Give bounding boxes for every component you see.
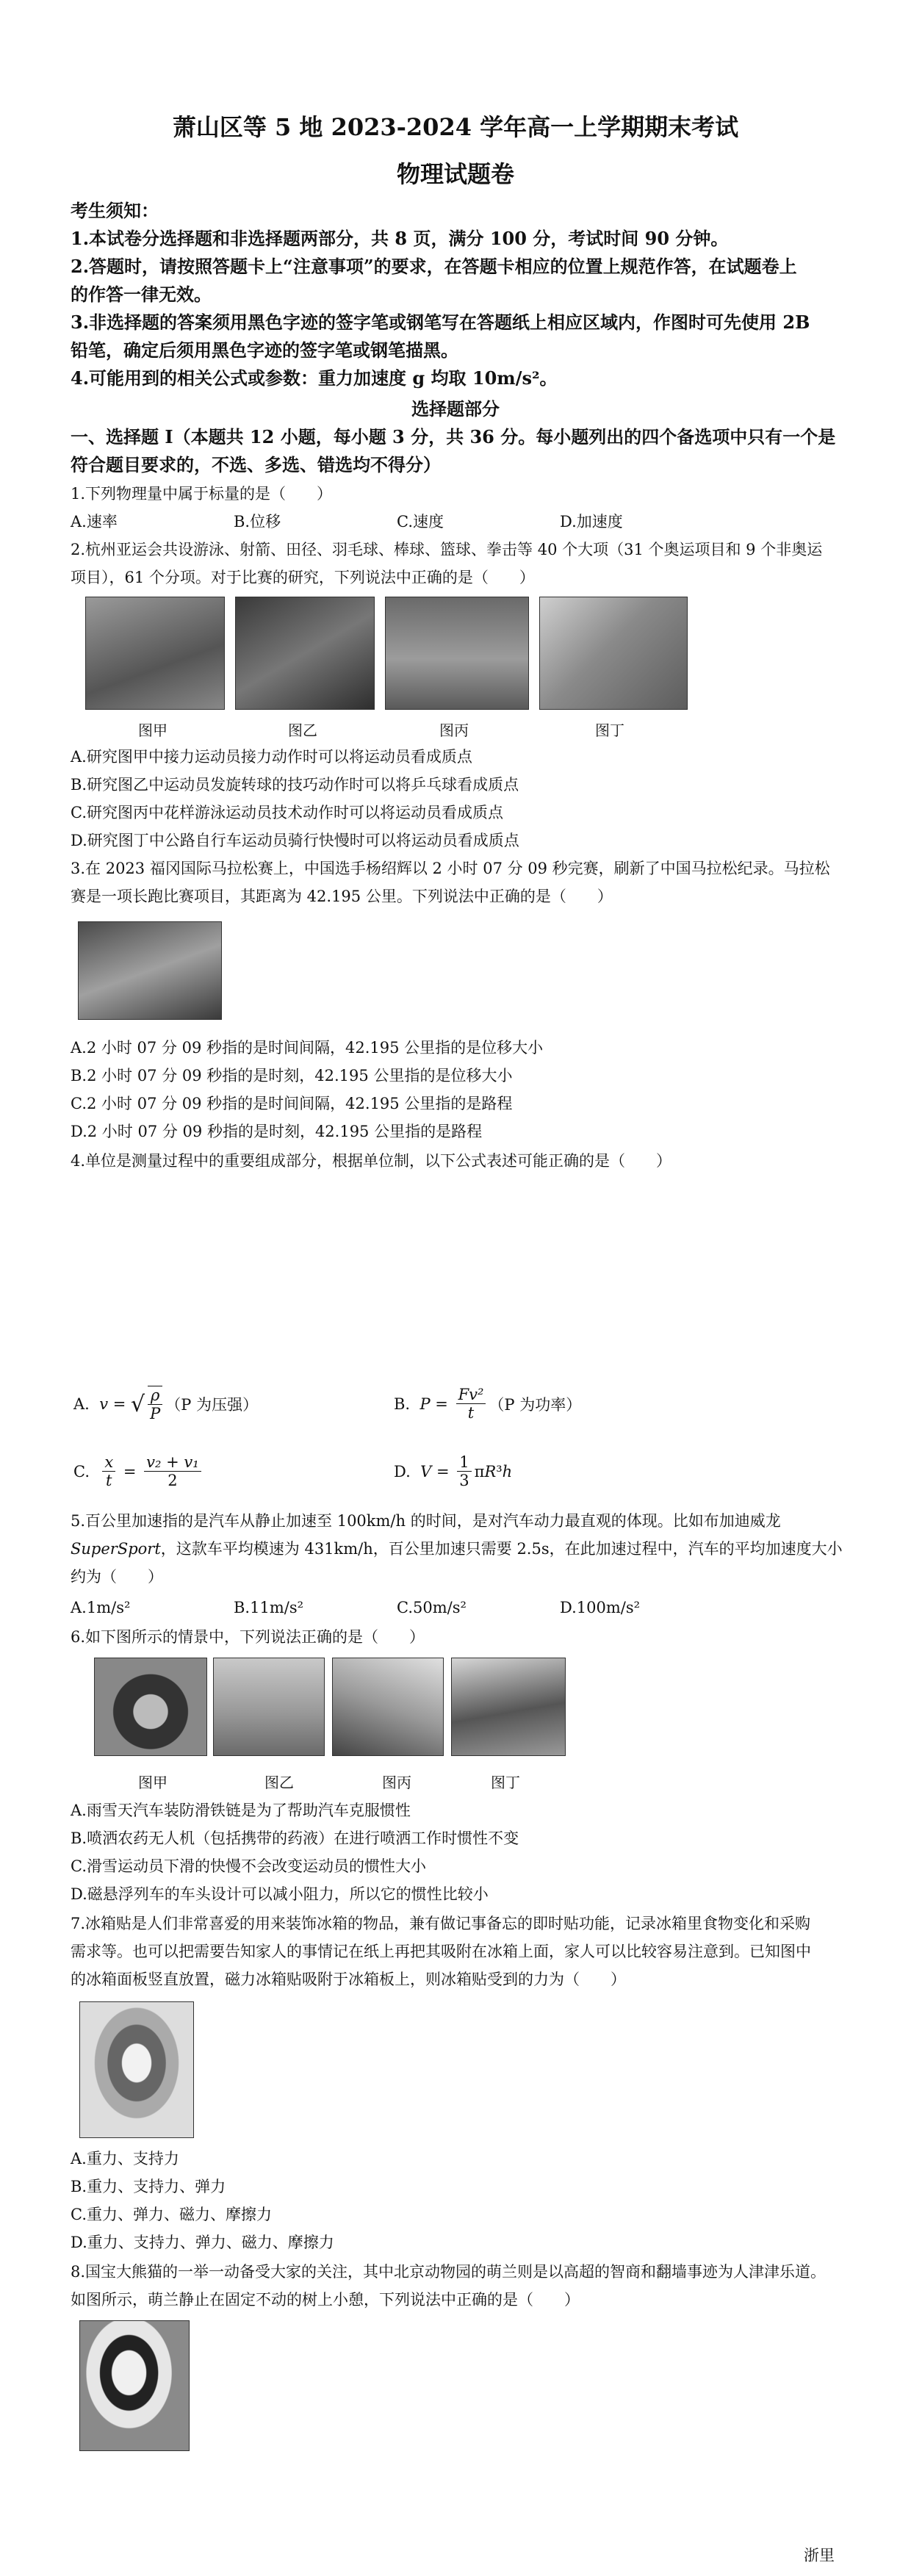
q2-option: C.研究图丙中花样游泳运动员技术动作时可以将运动员看成质点: [71, 804, 503, 821]
figure-caption: 图丁: [491, 1774, 520, 1791]
notice-item: 2.答题时，请按照答题卡上“注意事项”的要求，在答题卡相应的位置上规范作答，在试题卷上: [71, 256, 797, 277]
q2-option: B.研究图乙中运动员发旋转球的技巧动作时可以将乒乓球看成质点: [71, 776, 519, 794]
figure-caption: 图乙: [264, 1774, 294, 1791]
q4-option-b: B. P = $\frac{\text{Fv²}}{t}$ （P 为功率）: [394, 1386, 582, 1422]
q7-stem: 7.冰箱贴是人们非常喜爱的用来装饰冰箱的物品，兼有做记事备忘的即时贴功能，记录冰箱里食物变化和采购: [71, 1915, 811, 1932]
notice-heading: 考生须知：: [71, 200, 159, 221]
footer-corner-text: 浙里: [804, 2547, 835, 2564]
q5-option: D.100m/s²: [560, 1599, 641, 1616]
notice-item: 3.非选择题的答案须用黑色字迹的签字笔或钢笔写在答题纸上相应区域内，作图时可先使用 2B: [71, 312, 810, 333]
q6-stem: 6.如下图所示的情景中，下列说法正确的是（ ）: [71, 1628, 425, 1646]
q5-stem: SuperSport，这款车平均模速为 431km/h，百公里加速只需要 2.5s，在此加速过程中，汽车的平均加速度大小: [71, 1540, 843, 1558]
q7-option: A.重力、支持力: [71, 2150, 179, 2167]
q5-option: B.11m/s²: [234, 1599, 304, 1616]
q7-option: C.重力、弹力、磁力、摩擦力: [71, 2206, 272, 2223]
q1-option: A.速率: [71, 513, 118, 530]
q7-option: B.重力、支持力、弹力: [71, 2178, 226, 2195]
figure-maglev-photo: [451, 1658, 566, 1756]
q4-stem: 4.单位是测量过程中的重要组成部分，根据单位制，以下公式表述可能正确的是（ ）: [71, 1152, 672, 1170]
q3-stem: 赛是一项长跑比赛项目，其距离为 42.195 公里。下列说法中正确的是（ ）: [71, 888, 613, 905]
figure-skier-photo: [332, 1658, 444, 1756]
part-title: 选择题部分: [411, 398, 500, 420]
q3-option: D.2 小时 07 分 09 秒指的是时刻，42.195 公里指的是路程: [71, 1123, 483, 1140]
section-heading: 符合题目要求的，不选、多选、错选均不得分）: [71, 454, 441, 475]
figure-cycling-photo: [539, 597, 688, 710]
q3-option: A.2 小时 07 分 09 秒指的是时间间隔，42.195 公里指的是位移大小: [71, 1039, 544, 1057]
q1-stem: 1.下列物理量中属于标量的是（ ）: [71, 485, 333, 503]
q2-stem: 项目），61 个分项。对于比赛的研究，下列说法中正确的是（ ）: [71, 569, 535, 586]
q1-option: D.加速度: [560, 513, 623, 530]
q6-option: D.磁悬浮列车的车头设计可以减小阻力，所以它的惯性比较小: [71, 1885, 489, 1903]
q7-stem: 的冰箱面板竖直放置，磁力冰箱贴吸附于冰箱板上，则冰箱贴受到的力为（ ）: [71, 1971, 626, 1988]
figure-drone-photo: [213, 1658, 325, 1756]
exam-title: 萧山区等 5 地 2023-2024 学年高一上学期期末考试: [172, 113, 739, 141]
q5-option: C.50m/s²: [397, 1599, 467, 1616]
figure-caption: 图甲: [138, 1774, 168, 1791]
q6-option: C.滑雪运动员下滑的快慢不会改变运动员的惯性大小: [71, 1857, 426, 1875]
q4-option-d: D. V = $\frac{1}{3}$ π R ³ h: [394, 1453, 513, 1489]
q1-option: B.位移: [234, 513, 281, 530]
figure-caption: 图丁: [595, 722, 624, 739]
figure-caption: 图甲: [138, 722, 168, 739]
q5-stem: 约为（ ）: [71, 1568, 163, 1586]
exam-subtitle: 物理试题卷: [396, 160, 514, 188]
figure-panda-photo: [79, 2320, 190, 2451]
q5-option: A.1m/s²: [71, 1599, 131, 1616]
q6-option: B.喷洒农药无人机（包括携带的药液）在进行喷洒工作时惯性不变: [71, 1830, 519, 1847]
figure-table-tennis-photo: [235, 597, 375, 710]
q3-option: C.2 小时 07 分 09 秒指的是时间间隔，42.195 公里指的是路程: [71, 1095, 513, 1112]
notice-item: 4.可能用到的相关公式或参数：重力加速度 g 均取 10m/s²。: [71, 367, 558, 389]
figure-caption: 图乙: [288, 722, 317, 739]
figure-fridge-magnet-photo: [79, 2001, 194, 2138]
q2-option: A.研究图甲中接力运动员接力动作时可以将运动员看成质点: [71, 748, 472, 766]
figure-caption: 图丙: [439, 722, 469, 739]
q4-option-a: A. v = √ $\frac{\rho}{P}$ （P 为压强）: [73, 1386, 259, 1422]
notice-item: 1.本试卷分选择题和非选择题两部分，共 8 页，满分 100 分，考试时间 90 分钟。: [71, 228, 729, 249]
section-heading: 一、选择题 I（本题共 12 小题，每小题 3 分，共 36 分。每小题列出的四个备选项中只有一个是: [71, 426, 836, 447]
notice-item: 铅笔，确定后须用黑色字迹的签字笔或钢笔描黑。: [71, 339, 458, 361]
q2-stem: 2.杭州亚运会共设游泳、射箭、田径、羽毛球、棒球、篮球、拳击等 40 个大项（31 个奥运项目和 9 个非奥运: [71, 541, 823, 558]
q3-stem: 3.在 2023 福冈国际马拉松赛上，中国选手杨绍辉以 2 小时 07 分 09 秒完赛，刷新了中国马拉松纪录。马拉松: [71, 860, 830, 877]
q8-stem: 如图所示，萌兰静止在固定不动的树上小憩，下列说法中正确的是（ ）: [71, 2291, 580, 2309]
figure-caption: 图丙: [382, 1774, 411, 1791]
q1-option: C.速度: [397, 513, 444, 530]
q2-option: D.研究图丁中公路自行车运动员骑行快慢时可以将运动员看成质点: [71, 832, 519, 849]
q8-stem: 8.国宝大熊猫的一举一动备受大家的关注，其中北京动物园的萌兰则是以高超的智商和翻墙事迹为人津津乐道。: [71, 2263, 827, 2281]
q5-stem: 5.百公里加速指的是汽车从静止加速至 100km/h 的时间，是对汽车动力最直观的体现。比如布加迪威龙: [71, 1512, 781, 1530]
figure-relay-photo: [85, 597, 225, 710]
figure-swimming-photo: [385, 597, 529, 710]
q7-stem: 需求等。也可以把需要告知家人的事情记在纸上再把其吸附在冰箱上面，家人可以比较容易注意到。已知图中: [71, 1943, 811, 1960]
q3-option: B.2 小时 07 分 09 秒指的是时刻，42.195 公里指的是位移大小: [71, 1067, 513, 1084]
figure-marathon-photo: [78, 921, 222, 1020]
q7-option: D.重力、支持力、弹力、磁力、摩擦力: [71, 2234, 334, 2251]
notice-item: 的作答一律无效。: [71, 284, 212, 305]
q6-option: A.雨雪天汽车装防滑铁链是为了帮助汽车克服惯性: [71, 1802, 411, 1819]
q4-option-c: C. $\frac{x}{t}$ = $\frac{\text{v₂ + v₁}}{2}$: [73, 1453, 204, 1489]
figure-snow-chain-photo: [94, 1658, 207, 1756]
